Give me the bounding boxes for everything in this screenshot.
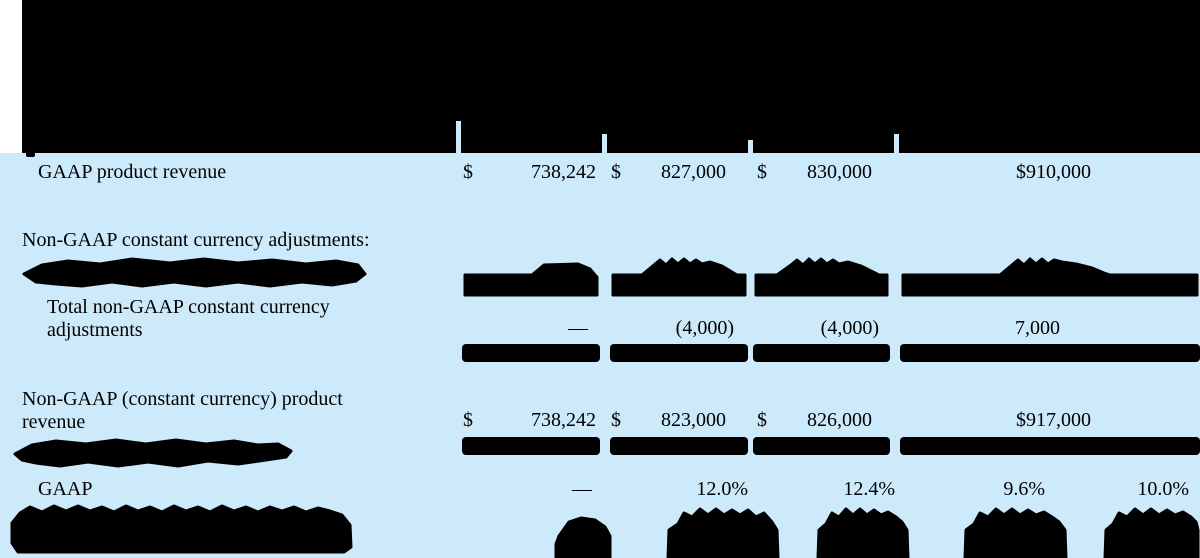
currency-symbol: $ — [611, 161, 621, 183]
value-non-gaap-revenue-col3: 826,000 — [807, 409, 872, 431]
row-label-gaap-growth: GAAP — [38, 478, 93, 500]
redaction-scribble-adjustment-label — [18, 255, 370, 293]
currency-symbol: $ — [463, 409, 473, 431]
value-gaap-revenue-col2: 827,000 — [661, 161, 726, 183]
value-total-adjustments-col2: (4,000) — [675, 317, 734, 339]
currency-symbol: $ — [757, 409, 767, 431]
value-total-adjustments-col3: (4,000) — [820, 317, 879, 339]
currency-symbol: $ — [757, 161, 767, 183]
redaction-bar-rule-col2 — [610, 344, 748, 362]
section-label-non-gaap-adjustments: Non-GAAP constant currency adjustments: — [22, 229, 370, 251]
value-gaap-revenue-col3: 830,000 — [807, 161, 872, 183]
redaction-scribble-growth-label — [10, 436, 298, 472]
redaction-bar-adjustment-col1 — [462, 255, 600, 297]
value-gaap-growth-col4: 9.6% — [1003, 478, 1045, 500]
value-gaap-growth-col3: 12.4% — [843, 478, 895, 500]
redaction-bar-total-col4 — [900, 437, 1200, 455]
column-gap-1 — [456, 121, 461, 153]
value-non-gaap-revenue-col2: 823,000 — [661, 409, 726, 431]
redaction-blob-bottom-col4 — [963, 506, 1069, 558]
header-redaction-block — [22, 0, 1200, 153]
value-gaap-growth-col2: 12.0% — [696, 478, 748, 500]
redaction-blob-bottom-label — [8, 503, 354, 558]
redaction-blob-bottom-col2 — [666, 506, 780, 558]
column-gap-3 — [748, 140, 753, 153]
redaction-fragment — [26, 151, 35, 157]
redaction-bar-rule-col1 — [462, 344, 600, 362]
value-gaap-revenue-col1: 738,242 — [531, 161, 596, 183]
redaction-bar-rule-col4 — [900, 344, 1200, 362]
row-label-gaap-product-revenue: GAAP product revenue — [38, 161, 227, 183]
redaction-blob-bottom-col3 — [816, 506, 910, 558]
row-label-total-adjustments-line2: adjustments — [47, 319, 143, 341]
value-gaap-growth-col5: 10.0% — [1137, 478, 1189, 500]
value-non-gaap-revenue-col4: $917,000 — [1016, 409, 1091, 431]
redaction-bar-total-col2 — [610, 437, 748, 455]
redaction-bar-adjustment-col3 — [753, 255, 890, 297]
currency-symbol: $ — [611, 409, 621, 431]
row-label-non-gaap-revenue-line1: Non-GAAP (constant currency) product — [22, 388, 343, 410]
header-left-margin — [0, 0, 22, 153]
redaction-bar-rule-col3 — [753, 344, 890, 362]
redaction-blob-bottom-col5 — [1103, 506, 1200, 558]
value-gaap-growth-col1: — — [572, 478, 592, 500]
redaction-blob-bottom-col1 — [553, 514, 613, 558]
column-gap-4 — [894, 134, 899, 153]
redaction-bar-total-col3 — [753, 437, 890, 455]
redaction-bar-adjustment-col4 — [900, 255, 1200, 297]
value-gaap-revenue-col4: $910,000 — [1016, 161, 1091, 183]
redaction-bar-total-col1 — [462, 437, 600, 455]
redaction-bar-adjustment-col2 — [610, 255, 748, 297]
value-total-adjustments-col1: — — [568, 317, 588, 339]
currency-symbol: $ — [463, 161, 473, 183]
value-total-adjustments-col4: 7,000 — [1015, 317, 1060, 339]
column-gap-2 — [602, 134, 607, 153]
row-label-total-adjustments-line1: Total non-GAAP constant currency — [47, 296, 330, 318]
value-non-gaap-revenue-col1: 738,242 — [531, 409, 596, 431]
row-label-non-gaap-revenue-line2: revenue — [22, 411, 86, 433]
